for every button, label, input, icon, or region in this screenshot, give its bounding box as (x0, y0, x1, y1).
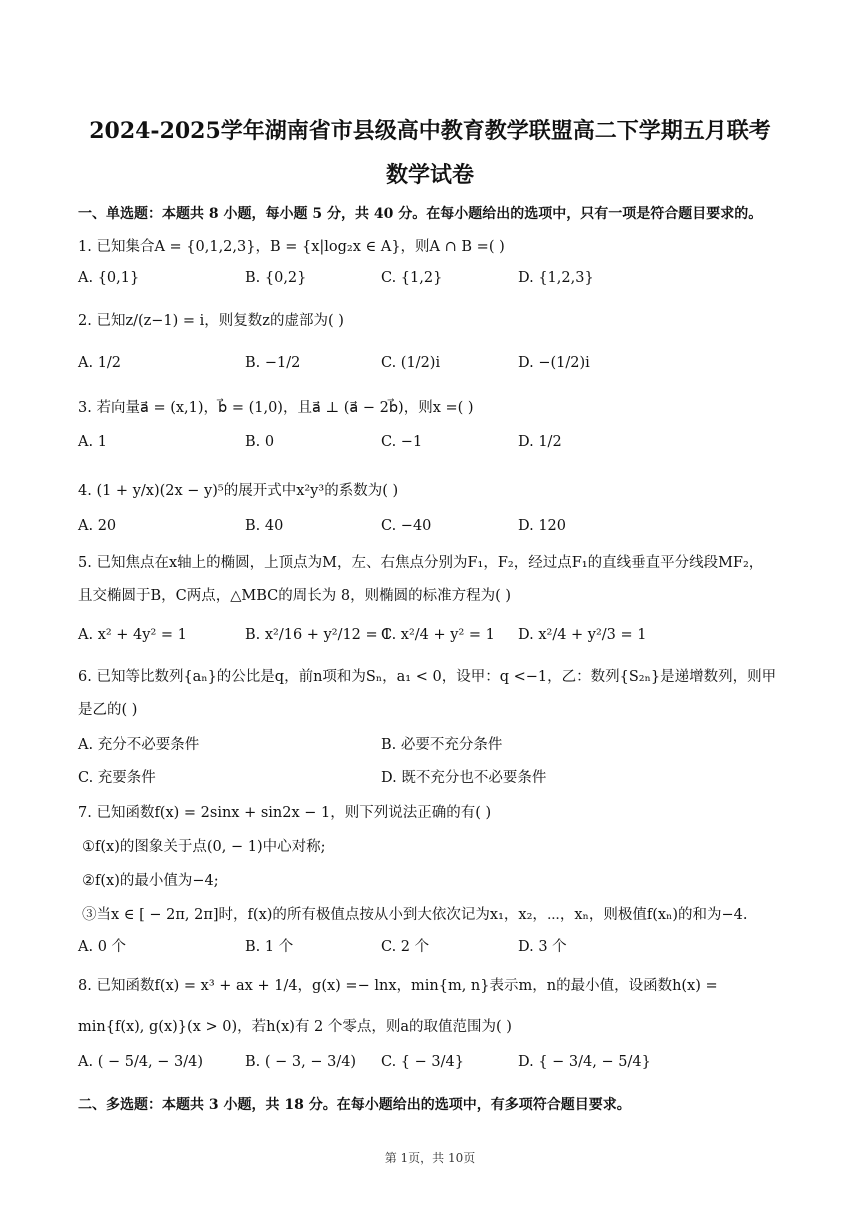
page-number: 第 1页，共 10页 (384, 1151, 476, 1165)
question-2-stem: 2. 已知z/(z−1) = i，则复数z的虚部为( ) (78, 313, 344, 329)
question-8-stem-line2: min{f(x), g(x)}(x > 0)，若h(x)有 2 个零点，则a的取值范围为( ) (78, 1019, 512, 1035)
q3-option-b: B. 0 (245, 434, 275, 450)
q5-option-d: D. x²/4 + y²/3 = 1 (518, 627, 647, 643)
q7-option-b: B. 1 个 (245, 939, 294, 955)
q2-option-c: C. (1/2)i (381, 355, 441, 371)
q4-option-d: D. 120 (518, 518, 567, 534)
q8-option-d: D. { − 3/4, − 5/4} (518, 1054, 651, 1070)
question-1-stem: 1. 已知集合A = {0,1,2,3}，B = {x|log₂x ∈ A}，则A ∩ B =( ) (78, 239, 505, 255)
q2-option-b: B. −1/2 (245, 355, 301, 371)
question-5-stem-line2: 且交椭圆于B，C两点，△MBC的周长为 8，则椭圆的标准方程为( ) (78, 588, 512, 604)
q6-option-d: D. 既不充分也不必要条件 (381, 770, 547, 786)
q7-statement-3: ③当x ∈ [ − 2π, 2π]时，f(x)的所有极值点按从小到大依次记为x₁，x₂，⋯，xₙ，则极值f(xₙ)的和为−4. (82, 907, 748, 923)
q7-option-a: A. 0 个 (78, 939, 127, 955)
q3-option-c: C. −1 (381, 434, 423, 450)
question-8-stem-line1: 8. 已知函数f(x) = x³ + ax + 1/4，g(x) =− lnx，min{m, n}表示m，n的最小值，设函数h(x) = (78, 978, 718, 994)
question-6-stem-line1: 6. 已知等比数列{aₙ}的公比是q，前n项和为Sₙ，a₁ < 0，设甲：q <−1，乙：数列{S₂ₙ}是递增数列，则甲 (78, 669, 777, 685)
q1-option-c: C. {1,2} (381, 270, 443, 286)
q1-option-d: D. {1,2,3} (518, 270, 594, 286)
question-5-stem-line1: 5. 已知焦点在x轴上的椭圆，上顶点为M，左、右焦点分别为F₁，F₂，经过点F₁的直线垂直平分线段MF₂， (78, 555, 764, 571)
q5-option-c: C. x²/4 + y² = 1 (381, 627, 495, 643)
q4-option-c: C. −40 (381, 518, 432, 534)
q4-option-a: A. 20 (78, 518, 117, 534)
question-6-stem-line2: 是乙的( ) (78, 702, 138, 718)
q7-option-d: D. 3 个 (518, 939, 567, 955)
q4-option-b: B. 40 (245, 518, 284, 534)
q3-option-a: A. 1 (78, 434, 107, 450)
q2-option-a: A. 1/2 (78, 355, 122, 371)
section-single-choice: 一、单选题：本题共 8 小题，每小题 5 分，共 40 分。在每小题给出的选项中，只有一项是符合题目要求的。 (78, 206, 763, 222)
q3-option-d: D. 1/2 (518, 434, 562, 450)
q2-option-d: D. −(1/2)i (518, 355, 590, 371)
q1-option-a: A. {0,1} (78, 270, 140, 286)
q5-option-b: B. x²/16 + y²/12 = 1 (245, 627, 392, 643)
q7-statement-1: ①f(x)的图象关于点(0, − 1)中心对称; (82, 839, 326, 855)
q8-option-b: B. ( − 3, − 3/4) (245, 1054, 357, 1070)
exam-title: 2024-2025学年湖南省市县级高中教育教学联盟高二下学期五月联考 (89, 118, 771, 144)
question-3-stem: 3. 若向量a⃗ = (x,1)，b⃗ = (1,0)，且a⃗ ⊥ (a⃗ − 2b⃗)，则x =( ) (78, 400, 474, 416)
q5-option-a: A. x² + 4y² = 1 (78, 627, 187, 643)
question-7-stem: 7. 已知函数f(x) = 2sinx + sin2x − 1，则下列说法正确的有( ) (78, 805, 492, 821)
q6-option-a: A. 充分不必要条件 (78, 737, 200, 753)
q8-option-c: C. { − 3/4} (381, 1054, 464, 1070)
section-multiple-choice: 二、多选题：本题共 3 小题，共 18 分。在每小题给出的选项中，有多项符合题目要求。 (78, 1097, 631, 1113)
question-4-stem: 4. (1 + y/x)(2x − y)⁵的展开式中x²y³的系数为( ) (78, 483, 399, 499)
q7-statement-2: ②f(x)的最小值为−4; (82, 873, 219, 889)
exam-subtitle: 数学试卷 (385, 162, 474, 188)
q1-option-b: B. {0,2} (245, 270, 307, 286)
q6-option-b: B. 必要不充分条件 (381, 737, 503, 753)
q7-option-c: C. 2 个 (381, 939, 430, 955)
q8-option-a: A. ( − 5/4, − 3/4) (78, 1054, 204, 1070)
q6-option-c: C. 充要条件 (78, 770, 156, 786)
